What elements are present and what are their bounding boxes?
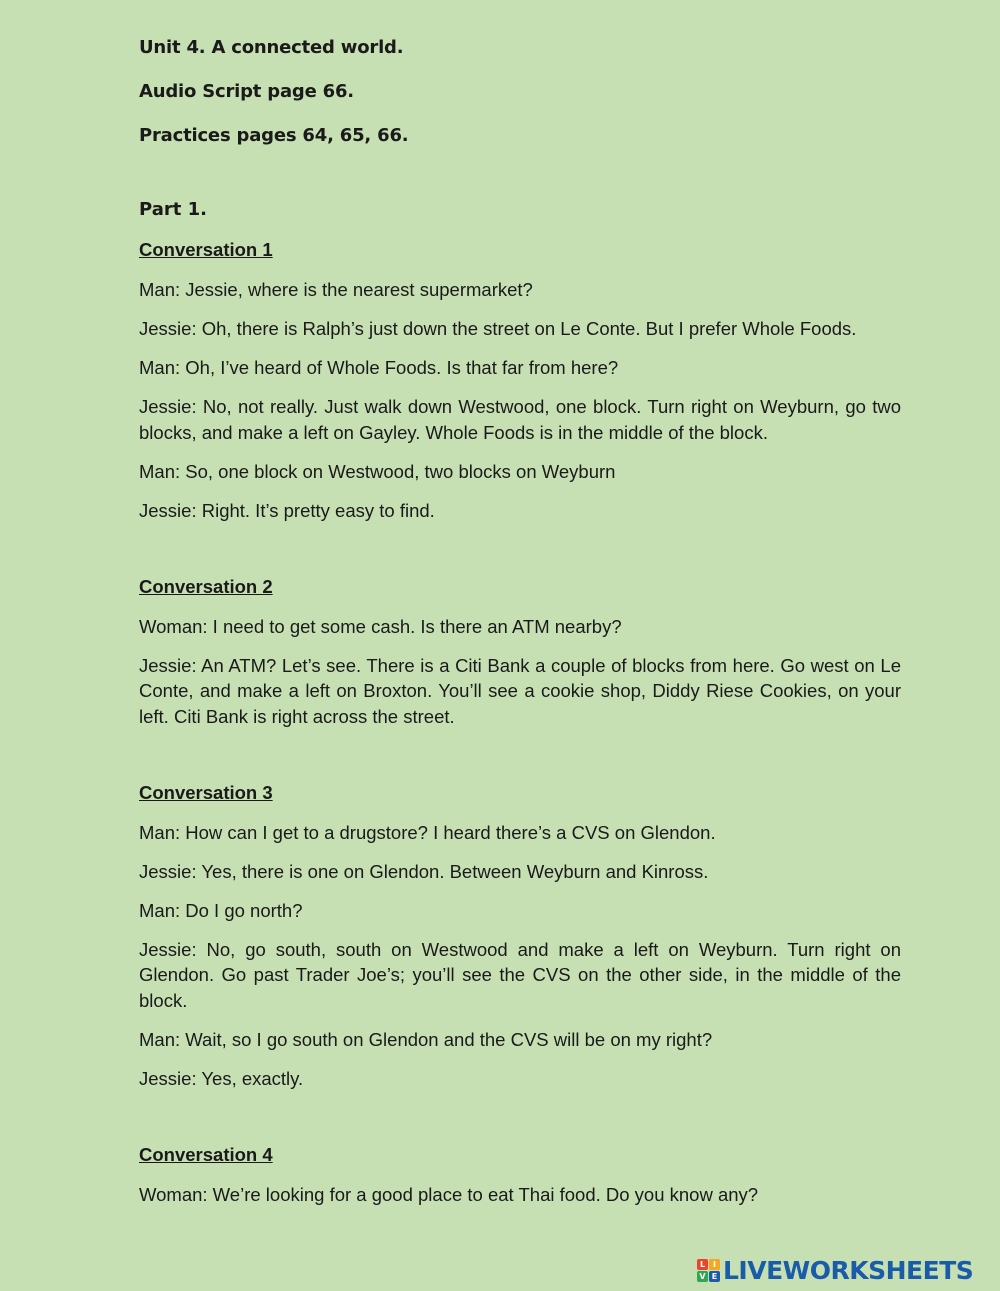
liveworksheets-logo[interactable] [697,1254,973,1286]
conversation-title: Conversation 2 [139,575,273,597]
unit-title: Unit 4. A connected world. [139,37,404,58]
dialogue-line: Jessie: Yes, there is one on Glendon. Between Weyburn and Kinross. [139,860,709,882]
dialogue-line: Man: Do I go north? [139,899,303,921]
dialogue-line: Jessie: Oh, there is Ralph’s just down the street on Le Conte. But I prefer Whole Foods. [139,318,857,339]
dialogue-line: Woman: We’re looking for a good place to eat Thai food. Do you know any? [139,1183,759,1205]
worksheet-page [139,36,901,1221]
dialogue-line: Jessie: No, go south, south on Westwood and make a left on Weyburn. Turn right on Glendon. Go past Trader Joe’s; you’ll see the CVS on the other side, in the middle of the block. [139,938,901,1011]
dialogue-line: Jessie: An ATM? Let’s see. There is a Citi Bank a couple of blocks from here. Go west on Le Conte, and make a left on Broxton. You’ll see a cookie shop, Diddy Riese Cookies, on your left. Citi Bank is right across the street. [139,654,901,727]
dialogue-line: Jessie: No, not really. Just walk down Westwood, one block. Turn right on Weyburn, go two blocks, and make a left on Gayley. Whole Foods is in the middle of the block. [139,396,901,443]
conversation-1 [139,238,901,523]
conversation-3 [139,781,901,1092]
conversation-2 [139,575,901,730]
conversation-title: Conversation 4 [139,1143,273,1165]
part-heading: Part 1. [139,199,207,220]
dialogue-line: Man: Oh, I’ve heard of Whole Foods. Is that far from here? [139,357,619,378]
dialogue-line: Man: Wait, so I go south on Glendon and the CVS will be on my right? [139,1028,713,1050]
audio-script-reference: Audio Script page 66. [139,81,354,102]
liveworksheets-icon: L I V E [697,1259,720,1282]
liveworksheets-wordmark: LIVEWORKSHEETS [723,1255,974,1285]
dialogue-line: Man: Jessie, where is the nearest supermarket? [139,279,533,300]
dialogue-line: Jessie: Yes, exactly. [139,1067,304,1089]
dialogue-line: Man: So, one block on Westwood, two blocks on Weyburn [139,460,616,482]
dialogue-line: Jessie: Right. It’s pretty easy to find. [139,499,435,521]
conversation-4 [139,1143,901,1208]
dialogue-line: Man: How can I get to a drugstore? I heard there’s a CVS on Glendon. [139,821,716,843]
dialogue-line: Woman: I need to get some cash. Is there an ATM nearby? [139,615,622,637]
conversation-title: Conversation 1 [139,239,273,260]
conversation-title: Conversation 3 [139,781,273,803]
practices-reference: Practices pages 64, 65, 66. [139,125,409,146]
